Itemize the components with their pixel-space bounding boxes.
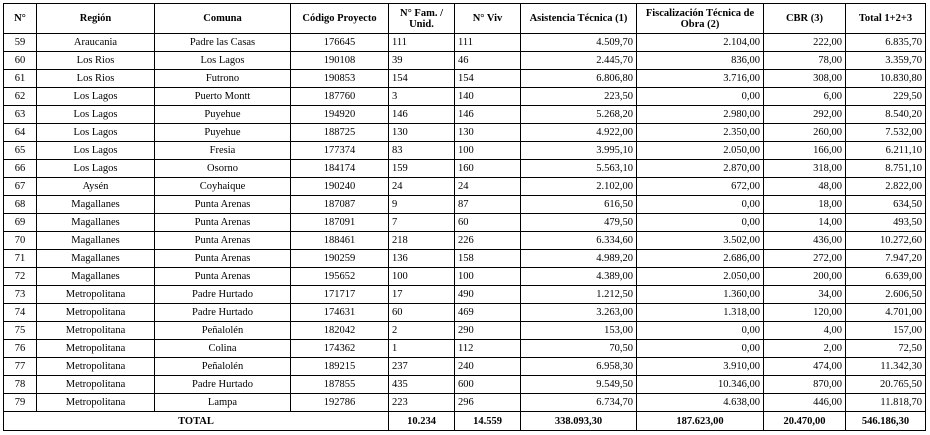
cell-fam: 136	[389, 250, 455, 268]
cell-codigo: 174631	[291, 304, 389, 322]
total-cbr: 20.470,00	[764, 412, 846, 431]
cell-fam: 111	[389, 34, 455, 52]
cell-viv: 469	[455, 304, 521, 322]
cell-fam: 100	[389, 268, 455, 286]
table-row	[4, 394, 926, 412]
header-cbr: CBR (3)	[764, 4, 846, 34]
cell-codigo: 174362	[291, 340, 389, 358]
cell-total: 2.822,00	[846, 178, 926, 196]
total-row	[4, 412, 926, 431]
cell-comuna: Padre Hurtado	[155, 376, 291, 394]
table-row	[4, 196, 926, 214]
cell-region: Los Lagos	[37, 124, 155, 142]
cell-comuna: Puyehue	[155, 106, 291, 124]
cell-fam: 83	[389, 142, 455, 160]
cell-fam: 3	[389, 88, 455, 106]
cell-fiscalizacion: 10.346,00	[637, 376, 764, 394]
cell-n: 66	[4, 160, 37, 178]
cell-fam: 154	[389, 70, 455, 88]
cell-fam: 60	[389, 304, 455, 322]
cell-fam: 218	[389, 232, 455, 250]
cell-viv: 100	[455, 268, 521, 286]
cell-asistencia: 3.263,00	[521, 304, 637, 322]
cell-n: 71	[4, 250, 37, 268]
cell-region: Magallanes	[37, 196, 155, 214]
cell-fam: 17	[389, 286, 455, 304]
cell-region: Los Rios	[37, 70, 155, 88]
cell-codigo: 192786	[291, 394, 389, 412]
cell-comuna: Punta Arenas	[155, 250, 291, 268]
cell-cbr: 292,00	[764, 106, 846, 124]
table-row	[4, 340, 926, 358]
cell-codigo: 190240	[291, 178, 389, 196]
cell-cbr: 6,00	[764, 88, 846, 106]
cell-total: 8.751,10	[846, 160, 926, 178]
cell-viv: 146	[455, 106, 521, 124]
table-row	[4, 70, 926, 88]
cell-codigo: 187855	[291, 376, 389, 394]
cell-fiscalizacion: 2.050,00	[637, 268, 764, 286]
cell-n: 65	[4, 142, 37, 160]
cell-total: 4.701,00	[846, 304, 926, 322]
cell-comuna: Punta Arenas	[155, 196, 291, 214]
cell-region: Aysén	[37, 178, 155, 196]
cell-viv: 130	[455, 124, 521, 142]
cell-cbr: 272,00	[764, 250, 846, 268]
table-row	[4, 160, 926, 178]
cell-comuna: Los Lagos	[155, 52, 291, 70]
table-row	[4, 250, 926, 268]
cell-comuna: Puerto Montt	[155, 88, 291, 106]
cell-fiscalizacion: 2.980,00	[637, 106, 764, 124]
cell-viv: 226	[455, 232, 521, 250]
cell-comuna: Lampa	[155, 394, 291, 412]
cell-viv: 111	[455, 34, 521, 52]
total-asistencia: 338.093,30	[521, 412, 637, 431]
cell-asistencia: 616,50	[521, 196, 637, 214]
cell-total: 229,50	[846, 88, 926, 106]
cell-region: Metropolitana	[37, 376, 155, 394]
cell-comuna: Coyhaique	[155, 178, 291, 196]
cell-asistencia: 6.734,70	[521, 394, 637, 412]
cell-comuna: Colina	[155, 340, 291, 358]
cell-viv: 60	[455, 214, 521, 232]
cell-total: 72,50	[846, 340, 926, 358]
cell-viv: 154	[455, 70, 521, 88]
cell-fiscalizacion: 672,00	[637, 178, 764, 196]
cell-fam: 146	[389, 106, 455, 124]
cell-asistencia: 6.958,30	[521, 358, 637, 376]
table-row	[4, 304, 926, 322]
cell-asistencia: 5.268,20	[521, 106, 637, 124]
cell-viv: 296	[455, 394, 521, 412]
cell-fam: 237	[389, 358, 455, 376]
cell-comuna: Fresia	[155, 142, 291, 160]
cell-n: 63	[4, 106, 37, 124]
cell-total: 10.830,80	[846, 70, 926, 88]
cell-cbr: 34,00	[764, 286, 846, 304]
cell-fam: 9	[389, 196, 455, 214]
header-row	[4, 4, 926, 34]
cell-asistencia: 6.806,80	[521, 70, 637, 88]
cell-n: 72	[4, 268, 37, 286]
cell-total: 157,00	[846, 322, 926, 340]
cell-fam: 435	[389, 376, 455, 394]
cell-region: Magallanes	[37, 250, 155, 268]
header-n: N°	[4, 4, 37, 34]
cell-viv: 87	[455, 196, 521, 214]
cell-n: 68	[4, 196, 37, 214]
cell-cbr: 474,00	[764, 358, 846, 376]
projects-table	[3, 3, 926, 431]
cell-fam: 2	[389, 322, 455, 340]
header-fiscalizacion: Fiscalización Técnica de Obra (2)	[637, 4, 764, 34]
cell-total: 493,50	[846, 214, 926, 232]
cell-fiscalizacion: 1.360,00	[637, 286, 764, 304]
table-row	[4, 52, 926, 70]
cell-codigo: 188725	[291, 124, 389, 142]
cell-n: 64	[4, 124, 37, 142]
cell-n: 74	[4, 304, 37, 322]
cell-comuna: Peñalolén	[155, 358, 291, 376]
total-label: TOTAL	[4, 412, 389, 431]
cell-n: 60	[4, 52, 37, 70]
cell-fam: 1	[389, 340, 455, 358]
cell-n: 61	[4, 70, 37, 88]
table-row	[4, 124, 926, 142]
cell-n: 69	[4, 214, 37, 232]
cell-fiscalizacion: 0,00	[637, 214, 764, 232]
cell-cbr: 222,00	[764, 34, 846, 52]
cell-asistencia: 2.102,00	[521, 178, 637, 196]
cell-fam: 39	[389, 52, 455, 70]
cell-comuna: Padre Hurtado	[155, 304, 291, 322]
cell-cbr: 308,00	[764, 70, 846, 88]
cell-codigo: 195652	[291, 268, 389, 286]
cell-fiscalizacion: 0,00	[637, 340, 764, 358]
cell-fiscalizacion: 0,00	[637, 88, 764, 106]
cell-cbr: 318,00	[764, 160, 846, 178]
table-row	[4, 178, 926, 196]
cell-comuna: Padre Hurtado	[155, 286, 291, 304]
cell-comuna: Futrono	[155, 70, 291, 88]
cell-total: 8.540,20	[846, 106, 926, 124]
cell-asistencia: 9.549,50	[521, 376, 637, 394]
cell-codigo: 182042	[291, 322, 389, 340]
cell-fam: 223	[389, 394, 455, 412]
cell-fiscalizacion: 2.104,00	[637, 34, 764, 52]
cell-asistencia: 3.995,10	[521, 142, 637, 160]
cell-codigo: 190853	[291, 70, 389, 88]
table-row	[4, 34, 926, 52]
cell-asistencia: 223,50	[521, 88, 637, 106]
table-row	[4, 322, 926, 340]
cell-asistencia: 4.989,20	[521, 250, 637, 268]
cell-region: Los Lagos	[37, 88, 155, 106]
cell-total: 10.272,60	[846, 232, 926, 250]
cell-comuna: Peñalolén	[155, 322, 291, 340]
cell-total: 3.359,70	[846, 52, 926, 70]
cell-region: Los Rios	[37, 52, 155, 70]
cell-region: Los Lagos	[37, 106, 155, 124]
cell-region: Los Lagos	[37, 142, 155, 160]
cell-asistencia: 6.334,60	[521, 232, 637, 250]
header-region: Región	[37, 4, 155, 34]
cell-n: 70	[4, 232, 37, 250]
cell-total: 20.765,50	[846, 376, 926, 394]
cell-fiscalizacion: 4.638,00	[637, 394, 764, 412]
cell-codigo: 176645	[291, 34, 389, 52]
cell-fiscalizacion: 1.318,00	[637, 304, 764, 322]
cell-fiscalizacion: 836,00	[637, 52, 764, 70]
cell-n: 76	[4, 340, 37, 358]
cell-comuna: Puyehue	[155, 124, 291, 142]
cell-asistencia: 70,50	[521, 340, 637, 358]
cell-region: Metropolitana	[37, 304, 155, 322]
table-row	[4, 286, 926, 304]
cell-region: Araucania	[37, 34, 155, 52]
cell-codigo: 189215	[291, 358, 389, 376]
cell-n: 79	[4, 394, 37, 412]
cell-total: 11.342,30	[846, 358, 926, 376]
total-fiscalizacion: 187.623,00	[637, 412, 764, 431]
cell-viv: 290	[455, 322, 521, 340]
cell-codigo: 177374	[291, 142, 389, 160]
cell-viv: 112	[455, 340, 521, 358]
total-viv: 14.559	[455, 412, 521, 431]
cell-region: Metropolitana	[37, 358, 155, 376]
cell-fam: 7	[389, 214, 455, 232]
header-comuna: Comuna	[155, 4, 291, 34]
cell-fiscalizacion: 3.716,00	[637, 70, 764, 88]
cell-viv: 100	[455, 142, 521, 160]
cell-cbr: 120,00	[764, 304, 846, 322]
cell-fiscalizacion: 0,00	[637, 196, 764, 214]
table-row	[4, 232, 926, 250]
cell-fiscalizacion: 2.050,00	[637, 142, 764, 160]
cell-n: 67	[4, 178, 37, 196]
cell-region: Magallanes	[37, 214, 155, 232]
cell-asistencia: 4.922,00	[521, 124, 637, 142]
cell-asistencia: 5.563,10	[521, 160, 637, 178]
cell-asistencia: 4.509,70	[521, 34, 637, 52]
cell-fiscalizacion: 3.910,00	[637, 358, 764, 376]
cell-codigo: 190108	[291, 52, 389, 70]
cell-region: Metropolitana	[37, 286, 155, 304]
cell-cbr: 200,00	[764, 268, 846, 286]
cell-codigo: 187087	[291, 196, 389, 214]
cell-codigo: 188461	[291, 232, 389, 250]
cell-comuna: Punta Arenas	[155, 214, 291, 232]
cell-n: 73	[4, 286, 37, 304]
cell-cbr: 78,00	[764, 52, 846, 70]
cell-cbr: 18,00	[764, 196, 846, 214]
table-row	[4, 358, 926, 376]
header-total: Total 1+2+3	[846, 4, 926, 34]
cell-fiscalizacion: 3.502,00	[637, 232, 764, 250]
cell-fam: 130	[389, 124, 455, 142]
cell-codigo: 187091	[291, 214, 389, 232]
cell-asistencia: 1.212,50	[521, 286, 637, 304]
cell-codigo: 190259	[291, 250, 389, 268]
table-row	[4, 88, 926, 106]
table-row	[4, 106, 926, 124]
cell-n: 59	[4, 34, 37, 52]
cell-codigo: 194920	[291, 106, 389, 124]
cell-asistencia: 2.445,70	[521, 52, 637, 70]
cell-cbr: 870,00	[764, 376, 846, 394]
header-fam: N° Fam. / Unid.	[389, 4, 455, 34]
cell-fiscalizacion: 2.870,00	[637, 160, 764, 178]
cell-n: 78	[4, 376, 37, 394]
cell-total: 2.606,50	[846, 286, 926, 304]
cell-region: Metropolitana	[37, 340, 155, 358]
cell-region: Los Lagos	[37, 160, 155, 178]
cell-viv: 240	[455, 358, 521, 376]
cell-asistencia: 153,00	[521, 322, 637, 340]
cell-codigo: 187760	[291, 88, 389, 106]
cell-total: 6.639,00	[846, 268, 926, 286]
table-container	[3, 3, 926, 431]
cell-fiscalizacion: 2.686,00	[637, 250, 764, 268]
cell-comuna: Padre las Casas	[155, 34, 291, 52]
cell-asistencia: 479,50	[521, 214, 637, 232]
cell-fiscalizacion: 0,00	[637, 322, 764, 340]
cell-cbr: 14,00	[764, 214, 846, 232]
cell-viv: 600	[455, 376, 521, 394]
cell-cbr: 2,00	[764, 340, 846, 358]
cell-codigo: 184174	[291, 160, 389, 178]
total-fam: 10.234	[389, 412, 455, 431]
cell-codigo: 171717	[291, 286, 389, 304]
cell-total: 634,50	[846, 196, 926, 214]
table-row	[4, 268, 926, 286]
cell-comuna: Punta Arenas	[155, 268, 291, 286]
cell-region: Magallanes	[37, 232, 155, 250]
cell-cbr: 446,00	[764, 394, 846, 412]
cell-total: 6.835,70	[846, 34, 926, 52]
cell-n: 75	[4, 322, 37, 340]
cell-fam: 24	[389, 178, 455, 196]
cell-viv: 140	[455, 88, 521, 106]
cell-fiscalizacion: 2.350,00	[637, 124, 764, 142]
cell-cbr: 166,00	[764, 142, 846, 160]
cell-region: Metropolitana	[37, 322, 155, 340]
cell-cbr: 4,00	[764, 322, 846, 340]
cell-cbr: 48,00	[764, 178, 846, 196]
cell-fam: 159	[389, 160, 455, 178]
cell-region: Magallanes	[37, 268, 155, 286]
cell-region: Metropolitana	[37, 394, 155, 412]
table-row	[4, 214, 926, 232]
header-asistencia: Asistencia Técnica (1)	[521, 4, 637, 34]
cell-total: 11.818,70	[846, 394, 926, 412]
header-codigo: Código Proyecto	[291, 4, 389, 34]
total-total: 546.186,30	[846, 412, 926, 431]
cell-cbr: 260,00	[764, 124, 846, 142]
cell-n: 62	[4, 88, 37, 106]
cell-viv: 160	[455, 160, 521, 178]
cell-n: 77	[4, 358, 37, 376]
cell-viv: 24	[455, 178, 521, 196]
cell-cbr: 436,00	[764, 232, 846, 250]
cell-total: 6.211,10	[846, 142, 926, 160]
cell-total: 7.532,00	[846, 124, 926, 142]
cell-viv: 158	[455, 250, 521, 268]
table-row	[4, 376, 926, 394]
table-row	[4, 142, 926, 160]
cell-total: 7.947,20	[846, 250, 926, 268]
cell-comuna: Punta Arenas	[155, 232, 291, 250]
cell-comuna: Osorno	[155, 160, 291, 178]
cell-viv: 46	[455, 52, 521, 70]
cell-asistencia: 4.389,00	[521, 268, 637, 286]
cell-viv: 490	[455, 286, 521, 304]
header-viv: N° Viv	[455, 4, 521, 34]
